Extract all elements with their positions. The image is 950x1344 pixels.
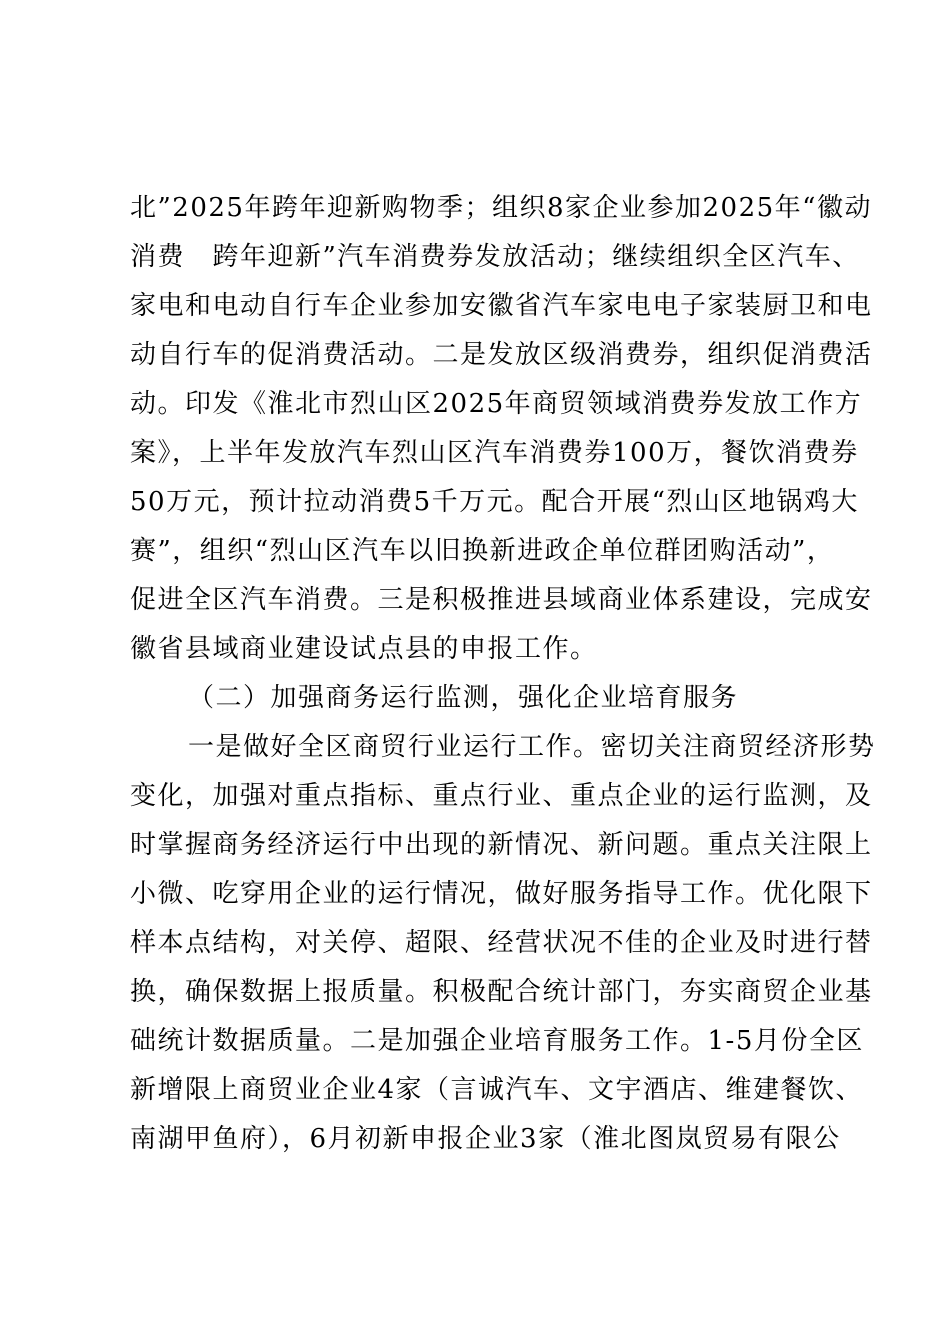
paragraph-line: 北”2025年跨年迎新购物季；组织8家企业参加2025年“徽动 <box>130 193 872 223</box>
paragraph-line: 50万元，预计拉动消费5千万元。配合开展“烈山区地锅鸡大 <box>130 487 859 517</box>
paragraph-line: 时掌握商务经济运行中出现的新情况、新问题。重点关注限上 <box>130 830 873 860</box>
paragraph-line: 徽省县域商业建设试点县的申报工作。 <box>130 634 598 664</box>
paragraph-line: 动。印发《淮北市烈山区2025年商贸领域消费券发放工作方 <box>130 389 863 419</box>
paragraph-line: 家电和电动自行车企业参加安徽省汽车家电电子家装厨卫和电 <box>130 291 873 321</box>
paragraph-line: 新增限上商贸业企业4家（言诚汽车、文宇酒店、维建餐饮、 <box>130 1075 864 1105</box>
paragraph-line: 小微、吃穿用企业的运行情况，做好服务指导工作。优化限下 <box>130 879 873 909</box>
paragraph-line: 消费 跨年迎新”汽车消费券发放活动；继续组织全区汽车、 <box>130 242 860 272</box>
document-body <box>130 184 876 1164</box>
section-heading: （二）加强商务运行监测，强化企业培育服务 <box>188 683 739 713</box>
paragraph-line: 案》，上半年发放汽车烈山区汽车消费券100万，餐饮消费券 <box>130 438 859 468</box>
paragraph-line: 一是做好全区商贸行业运行工作。密切关注商贸经济形势 <box>188 732 876 762</box>
paragraph-line: 换，确保数据上报质量。积极配合统计部门，夯实商贸企业基 <box>130 977 873 1007</box>
paragraph-line: 础统计数据质量。二是加强企业培育服务工作。1-5月份全区 <box>130 1026 864 1056</box>
paragraph-line: 赛”，组织“烈山区汽车以旧换新进政企单位群团购活动”， <box>130 536 835 566</box>
paragraph-line: 变化，加强对重点指标、重点行业、重点企业的运行监测，及 <box>130 781 873 811</box>
paragraph-line: 动自行车的促消费活动。二是发放区级消费券，组织促消费活 <box>130 340 873 370</box>
paragraph-line: 促进全区汽车消费。三是积极推进县域商业体系建设，完成安 <box>130 585 873 615</box>
paragraph-line: 南湖甲鱼府），6月初新申报企业3家（淮北图岚贸易有限公 <box>130 1124 841 1154</box>
paragraph-line: 样本点结构，对关停、超限、经营状况不佳的企业及时进行替 <box>130 928 873 958</box>
